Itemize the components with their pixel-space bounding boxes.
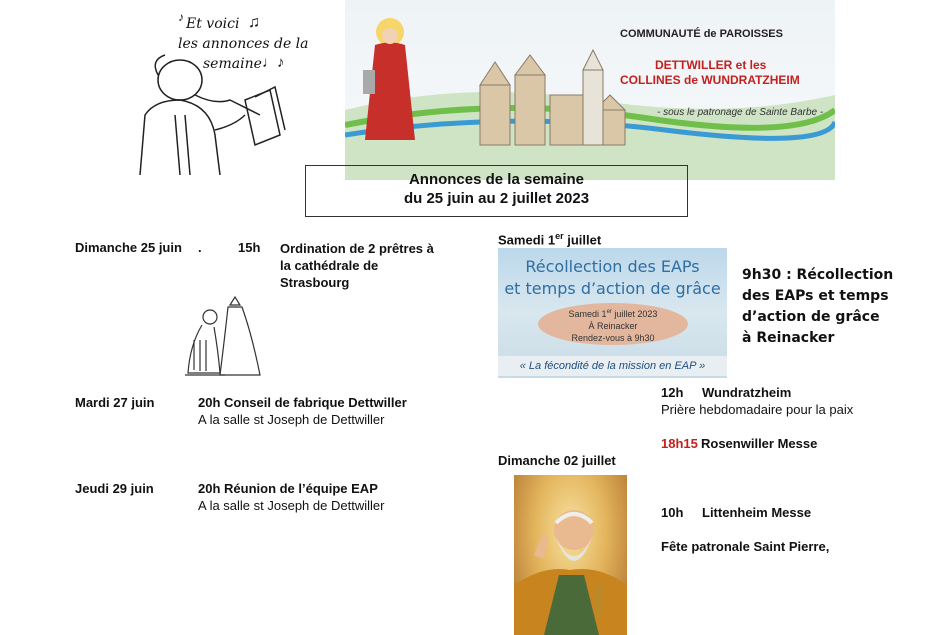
thursday-day: Jeudi 29 juin — [75, 481, 154, 496]
community-label: COMMUNAUTÉ de PAROISSES — [620, 28, 783, 40]
poster-title-line: et temps d’action de grâce — [504, 279, 721, 298]
evening-mass: Rosenwiller Messe — [701, 436, 818, 451]
noon-prayer: Prière hebdomadaire pour la paix — [661, 402, 854, 417]
handwritten-caption — [178, 14, 309, 74]
handwritten-line: Et voici — [186, 16, 240, 32]
saturday-day-suffix: juillet — [563, 232, 602, 248]
saint-pierre-image — [514, 475, 627, 635]
poster-motto: « La fécondité de la mission en EAP » — [498, 356, 727, 376]
poster-date — [538, 306, 688, 320]
sunday-25-day: Dimanche 25 juin — [75, 240, 182, 255]
sunday-02-day: Dimanche 02 juillet — [498, 453, 616, 468]
title-line1: Annonces de la semaine — [408, 171, 585, 188]
ordination-line: Ordination de 2 prêtres à — [280, 241, 434, 256]
parish-name-line2: COLLINES de WUNDRATZHEIM — [620, 73, 800, 87]
noon-place: Wundratzheim — [702, 385, 792, 400]
feast-day: Fête patronale Saint Pierre, — [661, 539, 830, 554]
ordination-text — [280, 240, 434, 291]
recollection-text — [742, 265, 893, 349]
ordination-line: Strasbourg — [280, 275, 350, 290]
parish-landscape-image — [345, 0, 835, 180]
handwritten-line: les annonces de la — [178, 36, 309, 52]
thursday-event: 20h Réunion de l’équipe EAP — [198, 481, 378, 496]
tuesday-location: A la salle st Joseph de Dettwiller — [198, 412, 385, 427]
poster-title-line: Récollection des EAPs — [525, 257, 700, 276]
tuesday-day: Mardi 27 juin — [75, 395, 155, 410]
saturday-day-prefix: Samedi 1 — [498, 232, 556, 248]
recollection-line: d’action de grâce — [742, 309, 880, 325]
ordination-illustration — [180, 295, 265, 380]
poster-date-sup: er — [606, 309, 612, 315]
sunday-25-dot: . — [198, 240, 202, 255]
music-note-icon: ♫ — [248, 14, 260, 31]
sunday-mass-time: 10h — [661, 505, 684, 520]
poster-date-prefix: Samedi 1 — [568, 309, 607, 319]
thursday-location: A la salle st Joseph de Dettwiller — [198, 498, 385, 513]
recollection-line: des EAPs et temps — [742, 288, 889, 304]
parish-name-line1: DETTWILLER et les — [655, 58, 767, 72]
music-note-icon: ♪ — [178, 10, 184, 24]
saint-pierre-painting — [514, 475, 627, 635]
title-line2: du 25 juin au 2 juillet 2023 — [403, 190, 590, 207]
ordination-line: la cathédrale de — [280, 258, 379, 273]
tuesday-event: 20h Conseil de fabrique Dettwiller — [198, 395, 407, 410]
announcements-title-box — [305, 165, 688, 217]
music-note-icon: ♩♪ — [262, 54, 285, 71]
noon-time: 12h — [661, 385, 684, 400]
handwritten-line: semaine — [203, 56, 262, 72]
saturday-day — [498, 231, 601, 247]
poster-meeting: Rendez-vous à 9h30 — [571, 333, 655, 343]
poster-date-suffix: juillet 2023 — [611, 309, 658, 319]
sunday-mass-place: Littenheim Messe — [702, 505, 812, 520]
patronage-caption: - sous le patronage de Sainte Barbe - — [657, 107, 824, 118]
poster-title — [498, 256, 727, 300]
evening-time: 18h15 — [661, 436, 698, 451]
saturday-day-sup: er — [555, 231, 564, 241]
poster-details-oval — [538, 303, 688, 345]
poster-place: À Reinacker — [588, 321, 638, 331]
recollection-line: à Reinacker — [742, 330, 835, 346]
sunday-25-time: 15h — [238, 240, 261, 255]
recollection-line: 9h30 : Récollection — [742, 267, 894, 283]
recollection-poster — [498, 248, 727, 378]
parish-banner — [345, 0, 835, 180]
